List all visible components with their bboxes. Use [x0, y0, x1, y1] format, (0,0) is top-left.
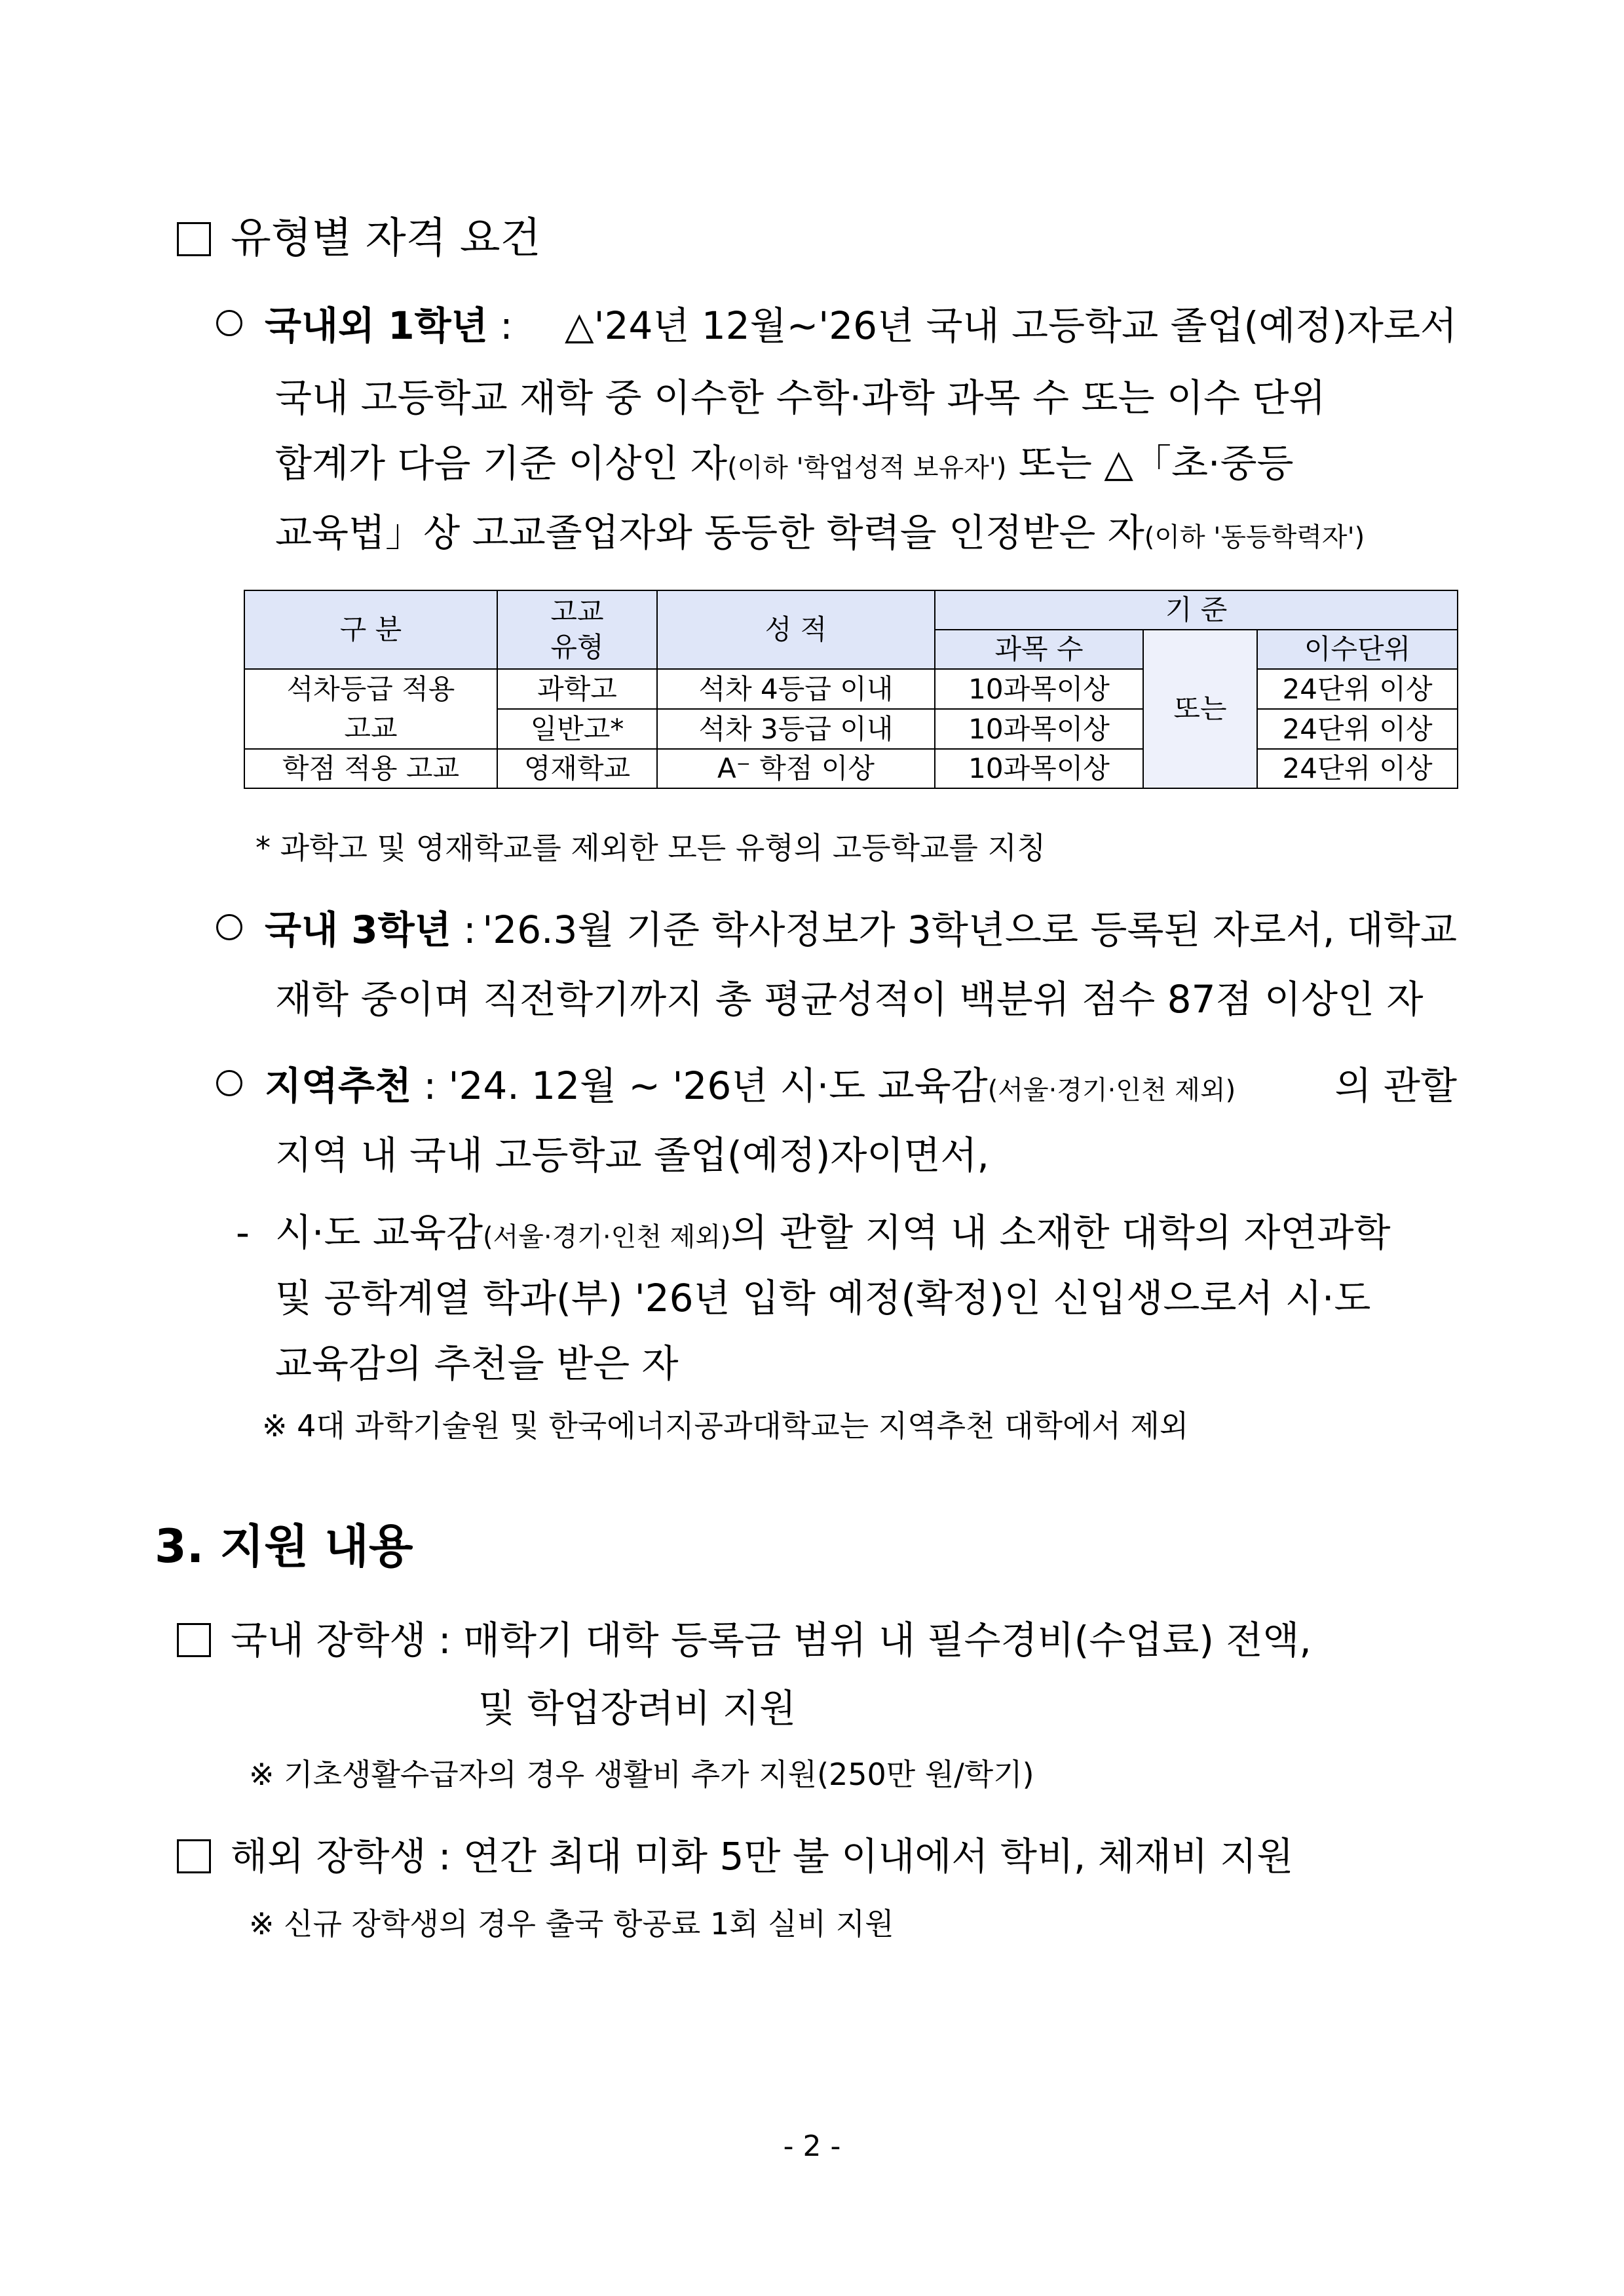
bullet-text: '24. 12월 ~ '26년 시·도 교육감 [448, 1063, 988, 1108]
section-heading [177, 204, 540, 265]
cell-subjects: 10과목이상 [935, 749, 1143, 788]
parenthetical-note: (서울·경기·인천 제외) [987, 1075, 1236, 1105]
bullet-label: 국내외 1학년 [265, 303, 488, 348]
dash-text: 및 공학계열 학과(부) '26년 입학 예정(확정)인 신입생으로서 시·도 [275, 1276, 1371, 1320]
parenthetical-note: (이하 '학업성적 보유자') [727, 453, 1007, 483]
dash-text: 의 관할 지역 내 소재한 대학의 자연과학 [730, 1210, 1391, 1255]
bullet-domestic-first-year: 국내외 1학년 : △'24년 12월~'26년 국내 고등학교 졸업(예정)자로서 [216, 295, 1457, 345]
bullet-line-2 [275, 1124, 989, 1179]
overseas-scholarship [177, 1826, 1457, 1881]
bullet-regional-recommendation: 지역추천 : '24. 12월 ~ '26년 시·도 교육감(서울·경기·인천 제외) 의 관할 [216, 1055, 1457, 1105]
bullet-text: 교육법」상 고교졸업자와 동등한 학력을 인정받은 자 [275, 510, 1144, 555]
overseas-note: ※ 신규 장학생의 경우 출국 항공료 1회 실비 지원 [249, 1906, 894, 1942]
header-school-type: 고교 유형 [497, 590, 657, 669]
header-grade: 성 적 [657, 590, 935, 669]
header-gubun: 구 분 [244, 590, 497, 669]
circle-bullet-icon [216, 310, 242, 336]
dash-marker: - [236, 1210, 250, 1255]
cell-subjects: 10과목이상 [935, 669, 1143, 709]
bullet-text: 합계가 다음 기준 이상인 자 [275, 441, 728, 486]
bullet-domestic-third-year: 국내 3학년 : '26.3월 기준 학사정보가 3학년으로 등록된 자로서, 대학교 [216, 899, 1457, 949]
bullet-text: 국내 고등학교 재학 중 이수한 수학·과학 과목 수 또는 이수 단위 [275, 375, 1326, 420]
scholarship-text: 및 학업장려비 지원 [478, 1686, 797, 1731]
bullet-label: 국내 3학년 [265, 908, 451, 952]
bullet-text: '26.3월 기준 학사정보가 3학년으로 등록된 자로서, 대학교 [482, 908, 1457, 952]
page-number: - 2 - [783, 2130, 841, 2163]
dash-line-2 [275, 1267, 1457, 1322]
checkbox-square-icon [177, 1623, 211, 1657]
dash-text: 시·도 교육감 [275, 1210, 483, 1255]
bullet-text: 재학 중이며 직전학기까지 총 평균성적이 백분위 점수 87점 이상인 자 [275, 977, 1424, 1022]
cell-type: 과학고 [497, 669, 657, 709]
bullet-text: △'24년 12월~'26년 국내 고등학교 졸업(예정)자로서 [565, 303, 1457, 348]
bullet-line-2 [275, 968, 1457, 1024]
domestic-scholarship [177, 1609, 1457, 1664]
dash-text: 교육감의 추천을 받은 자 [275, 1341, 679, 1386]
bullet-text: 의 관할 [1334, 1063, 1457, 1108]
header-subject-count: 과목 수 [935, 630, 1143, 669]
circle-bullet-icon [216, 1070, 242, 1096]
dash-item [236, 1202, 1457, 1257]
bullet-label: 지역추천 [265, 1063, 412, 1108]
circle-bullet-icon [216, 914, 242, 940]
bullet-line-2 [275, 367, 1457, 422]
group-credit: 학점 적용 고교 [244, 749, 497, 788]
scholarship-label: 국내 장학생 : [231, 1618, 451, 1662]
domestic-note: ※ 기초생활수급자의 경우 생활비 추가 지원(250만 원/학기) [249, 1757, 1034, 1792]
table-row [244, 669, 1458, 709]
header-criteria: 기 준 [935, 590, 1458, 630]
header-units: 이수단위 [1257, 630, 1458, 669]
cell-units: 24단위 이상 [1257, 669, 1458, 709]
table-row [244, 749, 1458, 788]
checkbox-square-icon [177, 1839, 211, 1873]
cell-grade: 석차 4등급 이내 [657, 669, 935, 709]
cell-units: 24단위 이상 [1257, 749, 1458, 788]
regional-note: ※ 4대 과학기술원 및 한국에너지공과대학교는 지역추천 대학에서 제외 [262, 1408, 1189, 1444]
cell-type: 영재학교 [497, 749, 657, 788]
section3-title: 3. 지원 내용 [155, 1520, 413, 1573]
criteria-table [244, 590, 1458, 789]
group-ranked-grade: 석차등급 적용 고교 [244, 669, 497, 749]
cell-grade: A⁻ 학점 이상 [657, 749, 935, 788]
parenthetical-note: (서울·경기·인천 제외) [483, 1222, 731, 1252]
dash-line-3 [275, 1333, 679, 1388]
checkbox-square-icon [177, 222, 211, 256]
scholarship-text: 해외 장학생 : 연간 최대 미화 5만 불 이내에서 학비, 체재비 지원 [231, 1834, 1294, 1879]
heading-text: 유형별 자격 요건 [231, 214, 541, 263]
bullet-line-4 [275, 502, 1457, 557]
bullet-text: 지역 내 국내 고등학교 졸업(예정)자이면서, [275, 1133, 989, 1177]
cell-subjects: 10과목이상 [935, 709, 1143, 749]
cell-type: 일반고* [497, 709, 657, 749]
table-footnote: * 과학고 및 영재학교를 제외한 모든 유형의 고등학교를 지칭 [255, 830, 1046, 866]
bullet-text: 또는 △「초·중등 [1018, 441, 1294, 486]
or-cell: 또는 [1143, 630, 1257, 788]
cell-grade: 석차 3등급 이내 [657, 709, 935, 749]
domestic-line-2 [478, 1677, 796, 1732]
cell-units: 24단위 이상 [1257, 709, 1458, 749]
parenthetical-note: (이하 '동등학력자') [1144, 522, 1365, 552]
bullet-line-3 [275, 432, 1457, 488]
scholarship-text: 매학기 대학 등록금 범위 내 필수경비(수업료) 전액, [463, 1618, 1312, 1662]
